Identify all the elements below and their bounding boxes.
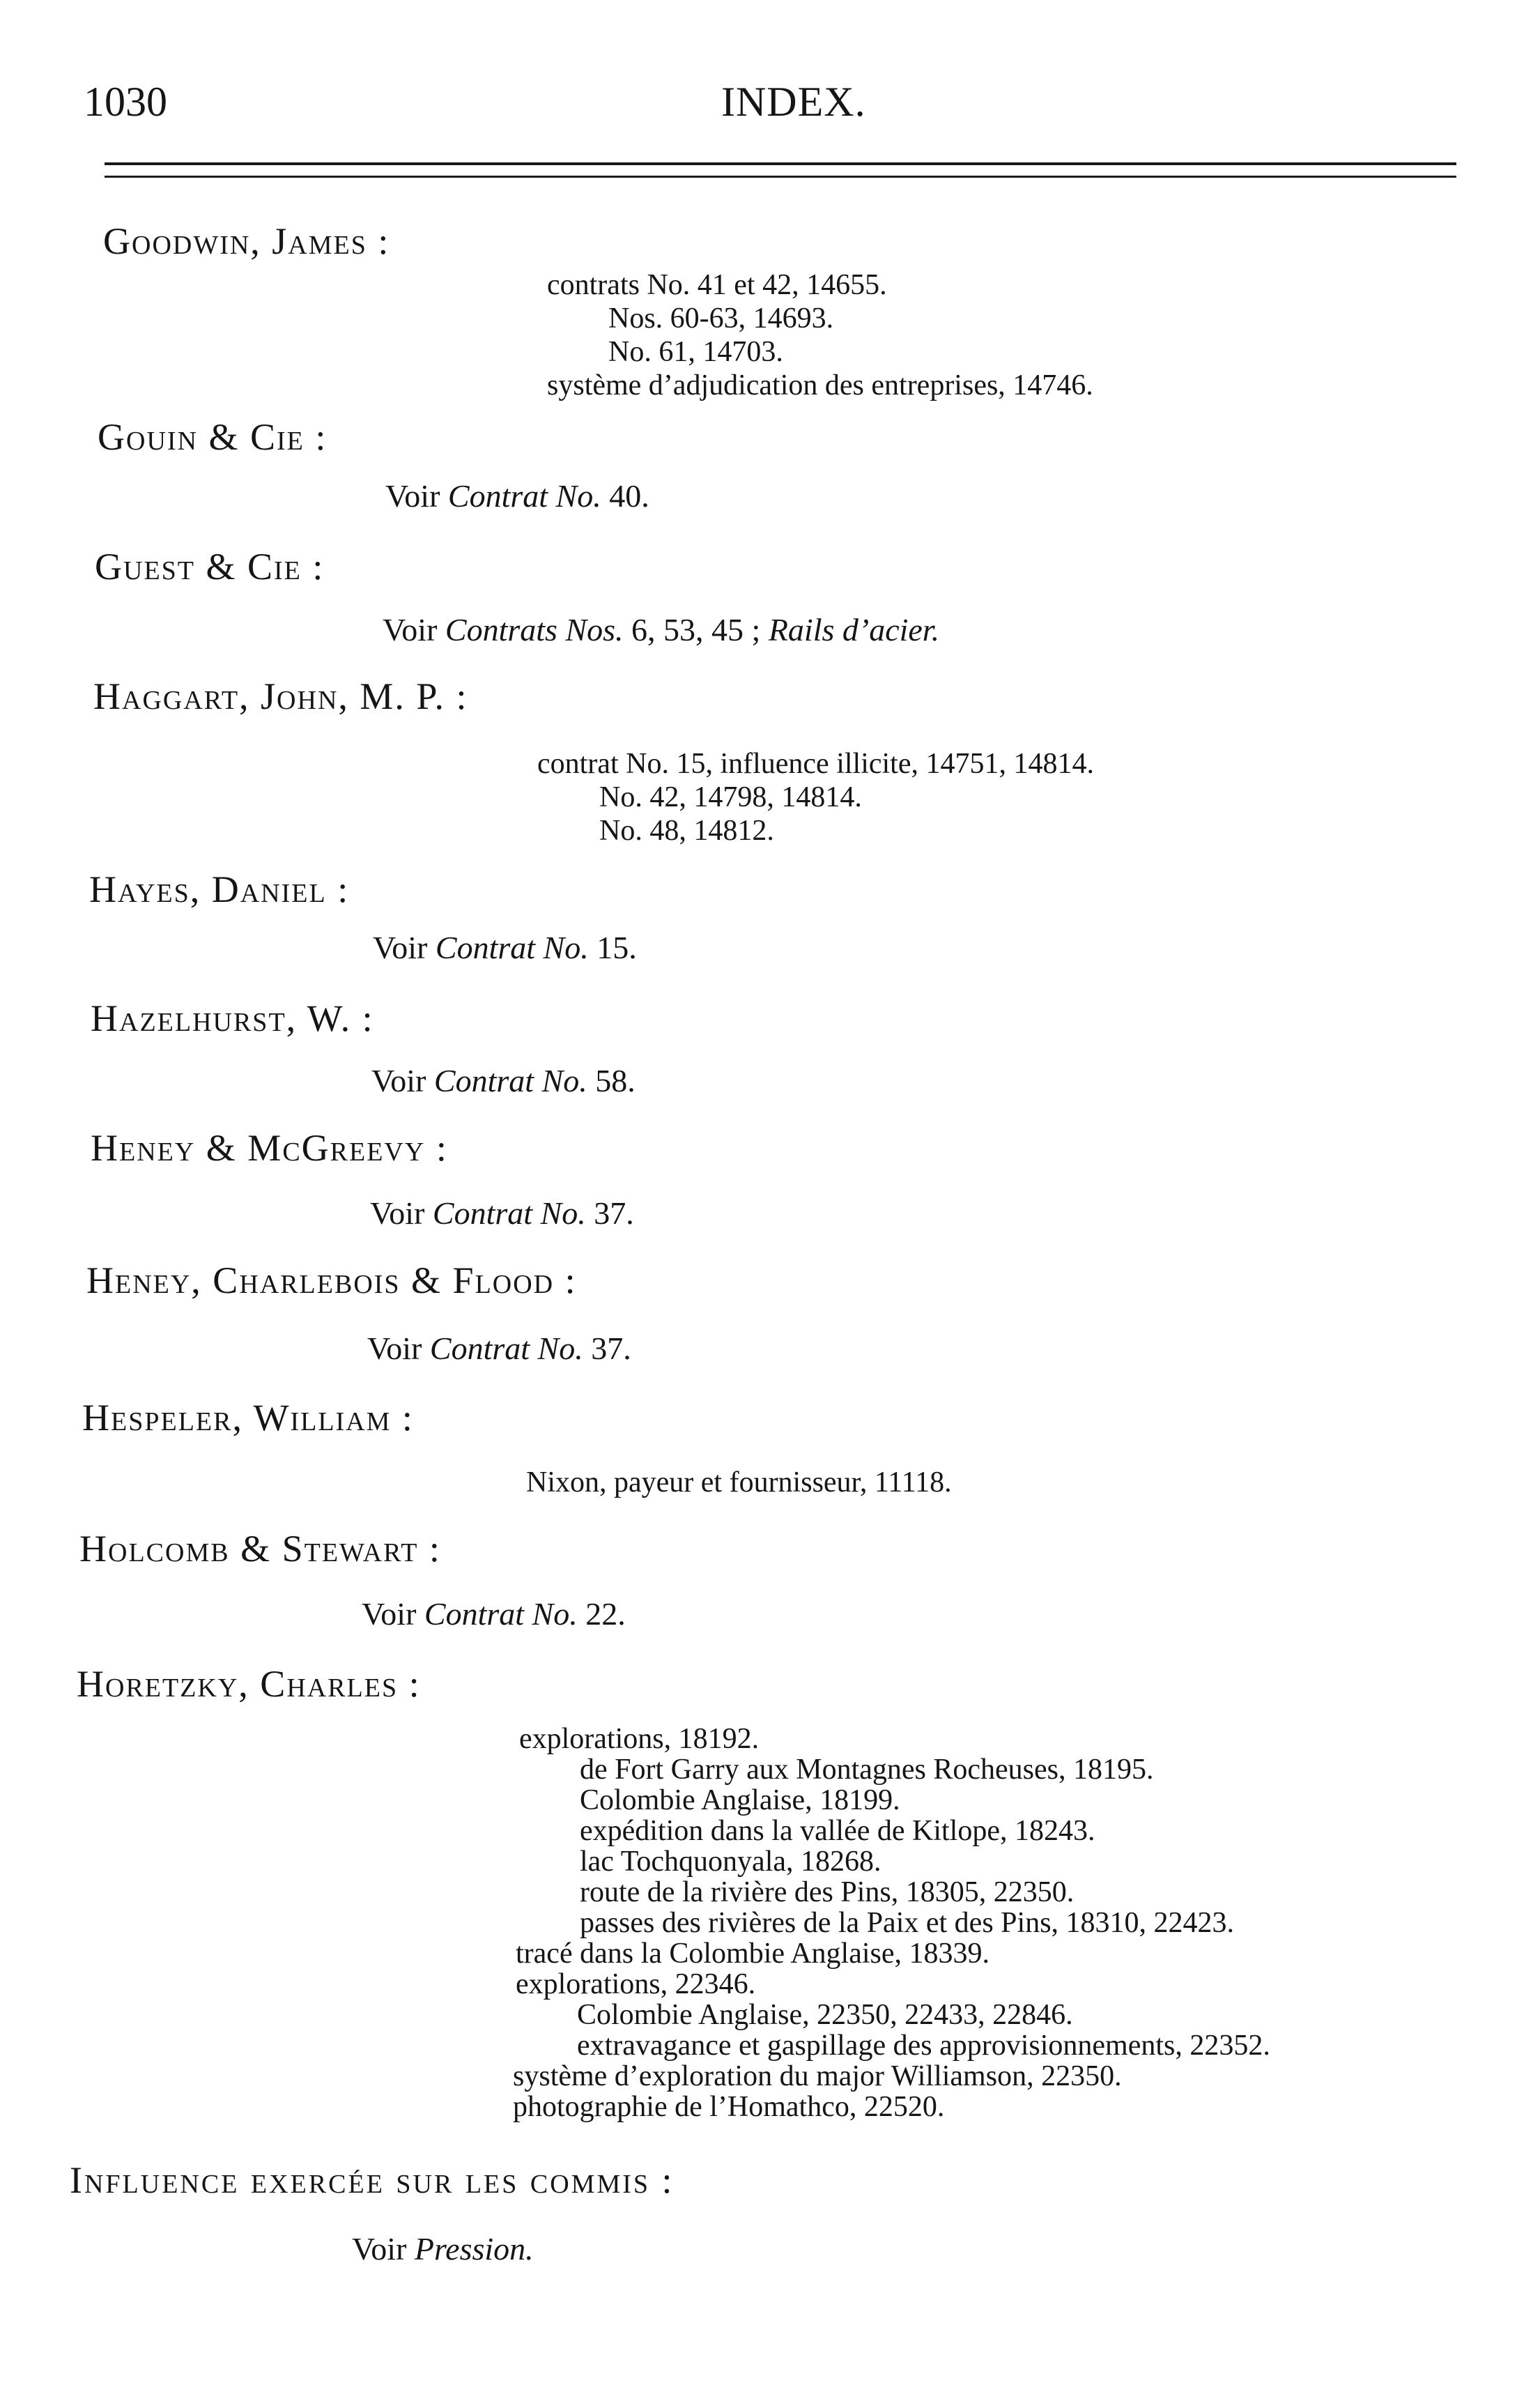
index-subentry: lac Tochquonyala, 18268.	[580, 1846, 881, 1878]
running-title: INDEX.	[721, 79, 866, 125]
ref-prefix: Voir	[370, 1195, 425, 1231]
index-heading: Influence exercée sur les commis :	[70, 2159, 675, 2201]
index-subentry: Nixon, payeur et fournisseur, 11118.	[526, 1466, 952, 1498]
ref-target: Contrat No.	[447, 478, 601, 514]
index-subentry: expédition dans la vallée de Kitlope, 18243.	[580, 1815, 1095, 1847]
index-subentry: passes des rivières de la Paix et des Pins, 18310, 22423.	[580, 1907, 1235, 1939]
index-subentry: explorations, 22346.	[516, 1968, 756, 2000]
index-subentry: No. 42, 14798, 14814.	[599, 781, 862, 813]
header-rule	[105, 162, 1456, 165]
index-subentry: photographie de l’Homathco, 22520.	[513, 2091, 945, 2123]
ref-prefix: Voir	[371, 1063, 426, 1098]
ref-prefix: Voir	[373, 930, 428, 965]
ref-prefix: Voir	[352, 2231, 407, 2267]
ref-suffix: 58.	[595, 1063, 636, 1098]
cross-reference	[352, 2230, 534, 2267]
index-subentry: Colombie Anglaise, 22350, 22433, 22846.	[577, 1999, 1073, 2031]
header-rule	[105, 176, 1456, 178]
ref-suffix: 37.	[594, 1195, 634, 1231]
index-heading: Gouin & Cie :	[98, 416, 328, 458]
cross-reference	[370, 1195, 634, 1232]
index-heading: Heney, Charlebois & Flood :	[86, 1259, 577, 1301]
ref-target: Contrat No.	[432, 1195, 586, 1231]
index-subentry: explorations, 18192.	[519, 1723, 760, 1755]
cross-reference	[373, 929, 637, 966]
index-heading: Goodwin, James :	[103, 220, 390, 262]
ref-suffix: 40.	[609, 478, 649, 514]
ref-prefix: Voir	[385, 478, 440, 514]
index-subentry: tracé dans la Colombie Anglaise, 18339.	[516, 1938, 990, 1970]
index-subentry: de Fort Garry aux Montagnes Rocheuses, 18195.	[580, 1754, 1154, 1786]
index-heading: Hespeler, William :	[82, 1397, 414, 1439]
index-subentry: Nos. 60-63, 14693.	[608, 302, 834, 335]
index-heading: Holcomb & Stewart :	[79, 1528, 441, 1570]
ref-target: Rails d’acier.	[768, 612, 940, 647]
ref-target: Contrat No.	[424, 1596, 578, 1632]
cross-reference	[383, 611, 939, 648]
page-number: 1030	[84, 79, 167, 125]
ref-target: Pression.	[414, 2231, 534, 2267]
index-subentry: système d’adjudication des entreprises, 14746.	[547, 369, 1093, 401]
ref-suffix: 6, 53, 45 ;	[631, 612, 761, 647]
index-subentry: contrat No. 15, influence illicite, 14751, 14814.	[537, 748, 1094, 780]
index-heading: Heney & McGreevy :	[91, 1127, 448, 1169]
ref-suffix: 15.	[596, 930, 637, 965]
ref-prefix: Voir	[367, 1331, 422, 1366]
index-heading: Hazelhurst, W. :	[91, 997, 374, 1039]
ref-suffix: 22.	[585, 1596, 626, 1632]
ref-target: Contrats Nos.	[445, 612, 624, 647]
ref-prefix: Voir	[362, 1596, 417, 1632]
ref-target: Contrat No.	[429, 1331, 583, 1366]
index-subentry: système d’exploration du major Williamson, 22350.	[513, 2060, 1122, 2092]
cross-reference	[367, 1330, 631, 1367]
index-subentry: No. 48, 14812.	[599, 815, 774, 847]
index-subentry: route de la rivière des Pins, 18305, 22350.	[580, 1876, 1075, 1908]
index-heading: Haggart, John, M. P. :	[93, 675, 468, 717]
index-subentry: Colombie Anglaise, 18199.	[580, 1784, 900, 1816]
cross-reference	[362, 1595, 626, 1632]
ref-target: Contrat No.	[435, 930, 589, 965]
index-heading: Guest & Cie :	[95, 546, 325, 588]
index-heading: Horetzky, Charles :	[77, 1663, 421, 1705]
ref-target: Contrat No.	[433, 1063, 587, 1098]
index-heading: Hayes, Daniel :	[89, 868, 350, 910]
index-subentry: No. 61, 14703.	[608, 336, 783, 368]
index-subentry: contrats No. 41 et 42, 14655.	[547, 269, 887, 301]
index-subentry: extravagance et gaspillage des approvisionnements, 22352.	[577, 2030, 1270, 2062]
ref-suffix: 37.	[591, 1331, 631, 1366]
ref-prefix: Voir	[383, 612, 438, 647]
cross-reference	[385, 477, 649, 514]
cross-reference	[371, 1062, 636, 1099]
